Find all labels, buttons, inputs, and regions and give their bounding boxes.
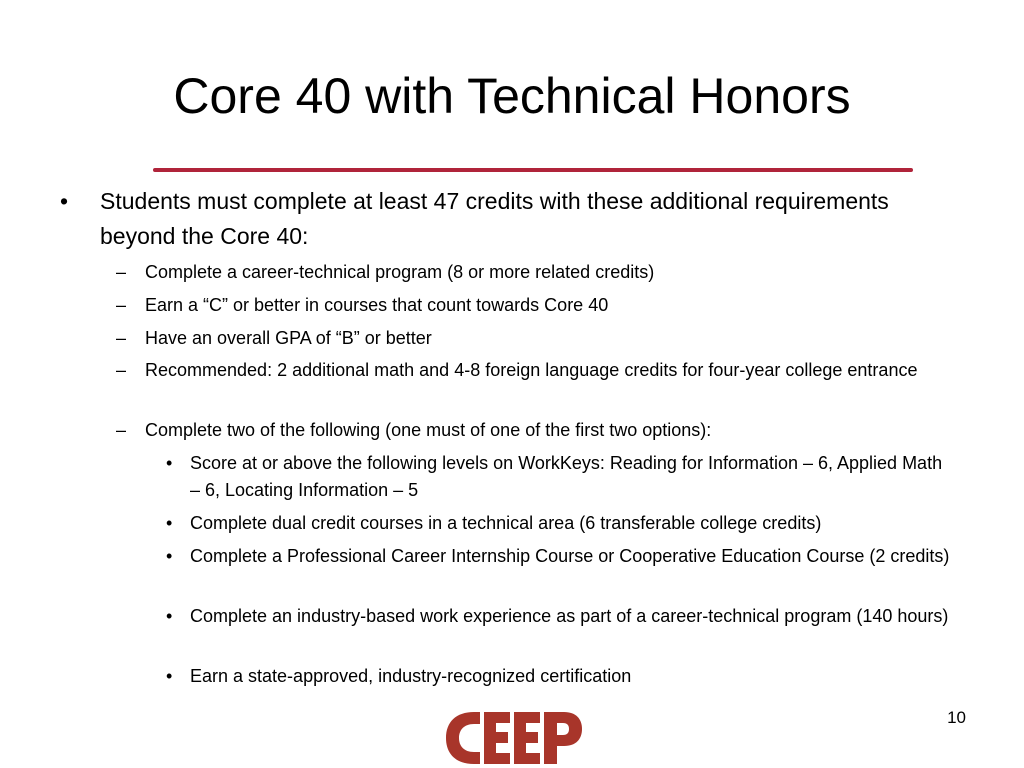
dash-marker: –	[116, 262, 127, 282]
option-item: Earn a state-approved, industry-recognized certification	[190, 666, 632, 686]
dash-marker: –	[116, 420, 127, 440]
dot-marker: •	[166, 546, 173, 566]
ceep-logo	[444, 708, 584, 768]
option-item: Score at or above the following levels on WorkKeys: Reading for Information – 6, Applied Math – 6, Locating Information – 5	[190, 453, 943, 500]
option-item: Complete dual credit courses in a technical area (6 transferable college credits)	[190, 513, 822, 533]
option-item: Complete a Professional Career Internship Course or Cooperative Education Course (2 credits)	[190, 546, 950, 566]
dot-marker: •	[166, 513, 173, 533]
dash-marker: –	[116, 328, 127, 348]
sub-item: Earn a “C” or better in courses that count towards Core 40	[145, 295, 609, 315]
sub-item: Complete a career-technical program (8 or more related credits)	[145, 262, 655, 282]
dot-marker: •	[166, 666, 173, 686]
sub-item: Complete two of the following (one must of one of the first two options):	[145, 420, 712, 440]
dash-marker: –	[116, 295, 127, 315]
dot-marker: •	[166, 606, 173, 626]
slide-title: Core 40 with Technical Honors	[173, 68, 851, 124]
main-bullet-text: Students must complete at least 47 credits with these additional requirements beyond the Core 40:	[100, 188, 889, 249]
sub-item: Have an overall GPA of “B” or better	[145, 328, 432, 348]
page-number: 10	[947, 708, 966, 727]
dash-marker: –	[116, 360, 127, 380]
option-item: Complete an industry-based work experience as part of a career-technical program (140 hours)	[190, 606, 949, 626]
sub-item: Recommended: 2 additional math and 4-8 foreign language credits for four-year college entrance	[145, 360, 918, 380]
bullet-marker: •	[60, 188, 69, 214]
dot-marker: •	[166, 453, 173, 473]
